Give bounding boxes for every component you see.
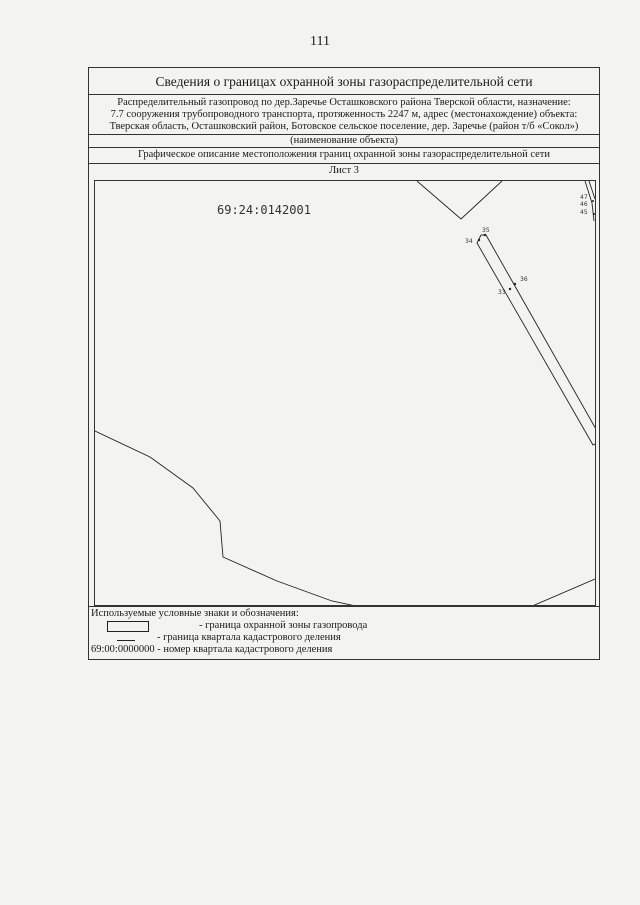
protection-zone-diagonal <box>477 235 595 445</box>
point-marker-35 <box>484 234 486 236</box>
point-marker-33 <box>509 288 511 290</box>
legend-item-zone-text: - граница охранной зоны газопровода <box>199 620 368 631</box>
object-caption: (наименование объекта) <box>89 135 599 148</box>
point-label-33: 33 <box>498 289 506 296</box>
object-line-1: Распределительный газопровод по дер.Заречье Осташковского района Тверской области, назначение: <box>117 97 571 108</box>
sheet-label: Лист 3 <box>329 165 359 176</box>
object-name-block <box>89 95 599 135</box>
boundary-map <box>94 180 596 606</box>
cadastral-number-label: 69:24:0142001 <box>217 203 311 217</box>
point-label-36: 36 <box>520 276 528 283</box>
point-label-47: 47 <box>580 194 588 201</box>
legend-item-number-text: 69:00:0000000 - номер квартала кадастрового деления <box>91 644 333 655</box>
point-label-34: 34 <box>465 238 473 245</box>
legend <box>89 606 599 660</box>
graphic-description-heading: Графическое описание местоположения границ охранной зоны газораспределительной сети <box>89 148 599 164</box>
point-label-35: 35 <box>482 227 490 234</box>
point-label-46: 46 <box>580 201 588 208</box>
document-title: Сведения о границах охранной зоны газораспределительной сети <box>89 68 599 95</box>
point-marker-45 <box>593 213 595 215</box>
point-label-45: 45 <box>580 209 588 216</box>
zone-boundary-symbol-icon <box>107 621 149 632</box>
point-marker-47 <box>592 200 594 202</box>
point-marker-36 <box>514 283 516 285</box>
object-line-3: Тверская область, Осташковский район, Ботовское сельское поселение, дер. Заречье (район т/б «Сокол») <box>109 121 579 132</box>
quarter-boundary-symbol-icon <box>117 640 135 641</box>
map-drawing <box>95 181 595 605</box>
cadastral-boundary-curve <box>95 431 595 605</box>
legend-item-quarter-text: - граница квартала кадастрового деления <box>157 632 341 643</box>
cadastral-boundary-triangle <box>417 181 502 219</box>
object-line-2: 7.7 сооружения трубопроводного транспорта, протяженность 2247 м, адрес (местонахождение) объекта: <box>110 109 578 120</box>
point-marker-34 <box>478 239 480 241</box>
document-sheet <box>88 67 600 660</box>
page-number: 111 <box>310 34 330 49</box>
legend-title: Используемые условные знаки и обозначения: <box>91 608 299 619</box>
